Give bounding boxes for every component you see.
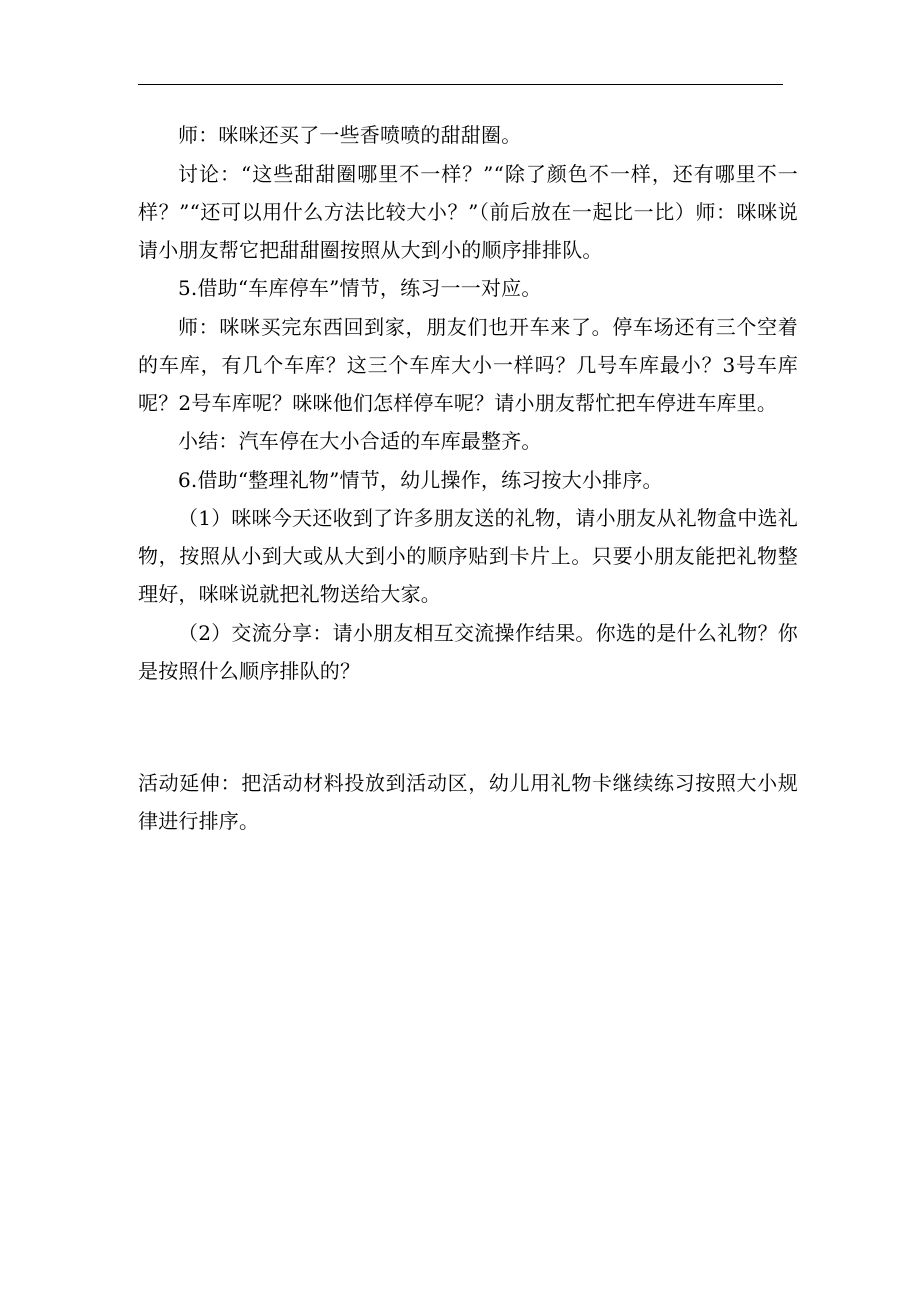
paragraph-teacher-donuts: 师：咪咪还买了一些香喷喷的甜甜圈。	[178, 123, 522, 147]
header-rule	[138, 84, 783, 85]
paragraph-step-6: 6.借助“整理礼物”情节，幼儿操作，练习按大小排序。	[178, 467, 663, 492]
paragraph-step-5: 5.借助“车库停车”情节，练习一一对应。	[178, 276, 542, 300]
paragraph-gift-1: （1）咪咪今天还收到了许多朋友送的礼物，请小朋友从礼物盒中选礼物，按照从小到大或从大到小的顺序贴到卡片上。只要小朋友能把礼物整理好，咪咪说就把礼物送给大家。	[138, 506, 798, 606]
paragraph-teacher-garage: 师：咪咪买完东西回到家，朋友们也开车来了。停车场还有三个空着的车库，有几个车库？这三个车库大小一样吗？几号车库最小？3号车库呢？2号车库呢？咪咪他们怎样停车呢？请小朋友帮忙把车停进车库里。	[138, 314, 798, 415]
paragraph-gift-2: （2）交流分享：请小朋友相互交流操作结果。你选的是什么礼物？你是按照什么顺序排队的？	[138, 620, 798, 683]
paragraph-summary: 小结：汽车停在大小合适的车库最整齐。	[178, 429, 542, 453]
paragraph-activity-extension: 活动延伸：把活动材料投放到活动区，幼儿用礼物卡继续练习按照大小规律进行排序。	[138, 770, 798, 833]
paragraph-discussion: 讨论：“这些甜甜圈哪里不一样？”“除了颜色不一样，还有哪里不一样？”“还可以用什么方法比较大小？”（前后放在一起比一比）师：咪咪说请小朋友帮它把甜甜圈按照从大到小的顺序排排队。	[138, 161, 798, 262]
document-body	[138, 116, 798, 840]
